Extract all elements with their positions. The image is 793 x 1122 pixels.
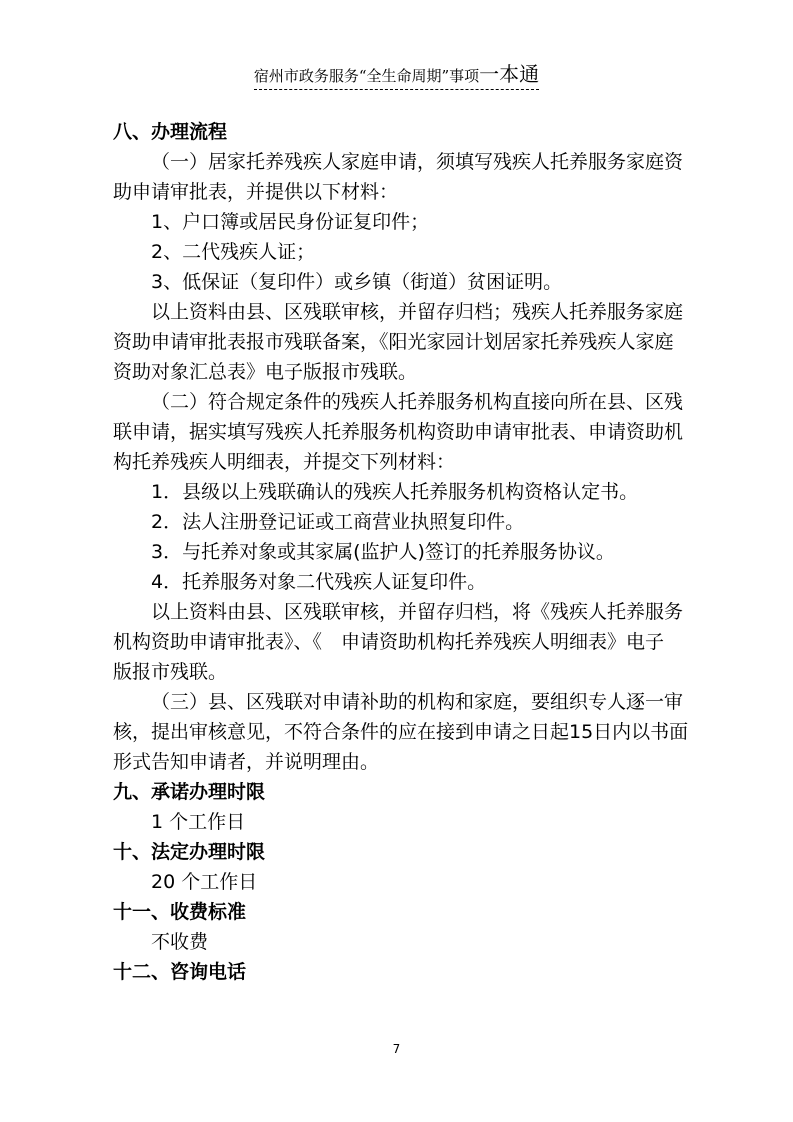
body-line: （三）县、区残联对申请补助的机构和家庭，要组织专人逐一审	[151, 691, 684, 713]
body-line: 1 个工作日	[151, 811, 246, 833]
body-line: 机构资助申请审批表》、《 申请资助机构托养残疾人明细表》电子	[113, 631, 665, 653]
header-suffix: 一本通	[479, 62, 540, 86]
body-line: 4．托养服务对象二代残疾人证复印件。	[151, 571, 487, 593]
body-line: 以上资料由县、区残联审核，并留存归档；残疾人托养服务家庭	[151, 301, 684, 323]
body-line: 版报市残联。	[113, 661, 228, 683]
section-heading: 十、法定办理时限	[113, 841, 266, 863]
body-line: 联申请，据实填写残疾人托养服务机构资助申请审批表、申请资助机	[113, 421, 684, 443]
body-line: 助申请审批表，并提供以下材料：	[113, 181, 399, 203]
body-line: 以上资料由县、区残联审核，并留存归档，将《残疾人托养服务	[151, 601, 684, 623]
body-line: 3、低保证（复印件）或乡镇（街道）贫困证明。	[151, 271, 563, 293]
body-line: 不收费	[151, 931, 209, 953]
section-heading: 九、承诺办理时限	[113, 781, 266, 803]
body-line: 3．与托养对象或其家属(监护人)签订的托养服务协议。	[151, 541, 615, 563]
body-line: 1．县级以上残联确认的残疾人托养服务机构资格认定书。	[151, 481, 639, 503]
header-prefix: 宿州市政务服务“全生命周期”事项	[253, 67, 480, 85]
body-line: 构托养残疾人明细表，并提交下列材料：	[113, 451, 456, 473]
section-heading: 八、办理流程	[113, 121, 228, 143]
page-header	[0, 58, 793, 90]
body-line: 20 个工作日	[151, 871, 258, 893]
section-heading: 十二、咨询电话	[113, 961, 247, 983]
header-title	[254, 58, 539, 90]
body-line: 2．法人注册登记证或工商营业执照复印件。	[151, 511, 525, 533]
body-line: （二）符合规定条件的残疾人托养服务机构直接向所在县、区残	[151, 391, 684, 413]
section-heading: 十一、收费标准	[113, 901, 247, 923]
body-line: 资助对象汇总表》电子版报市残联。	[113, 361, 418, 383]
document-body	[113, 117, 691, 987]
body-line: （一）居家托养残疾人家庭申请，须填写残疾人托养服务家庭资	[151, 151, 684, 173]
page-number: 7	[392, 1042, 401, 1056]
body-line: 资助申请审批表报市残联备案，《阳光家园计划居家托养残疾人家庭	[113, 331, 674, 353]
body-line: 形式告知申请者，并说明理由。	[113, 751, 380, 773]
body-line: 1、户口簿或居民身份证复印件；	[151, 211, 430, 233]
body-line: 2、二代残疾人证；	[151, 241, 316, 263]
body-line: 核，提出审核意见，不符合条件的应在接到申请之日起15日内以书面	[113, 721, 689, 743]
